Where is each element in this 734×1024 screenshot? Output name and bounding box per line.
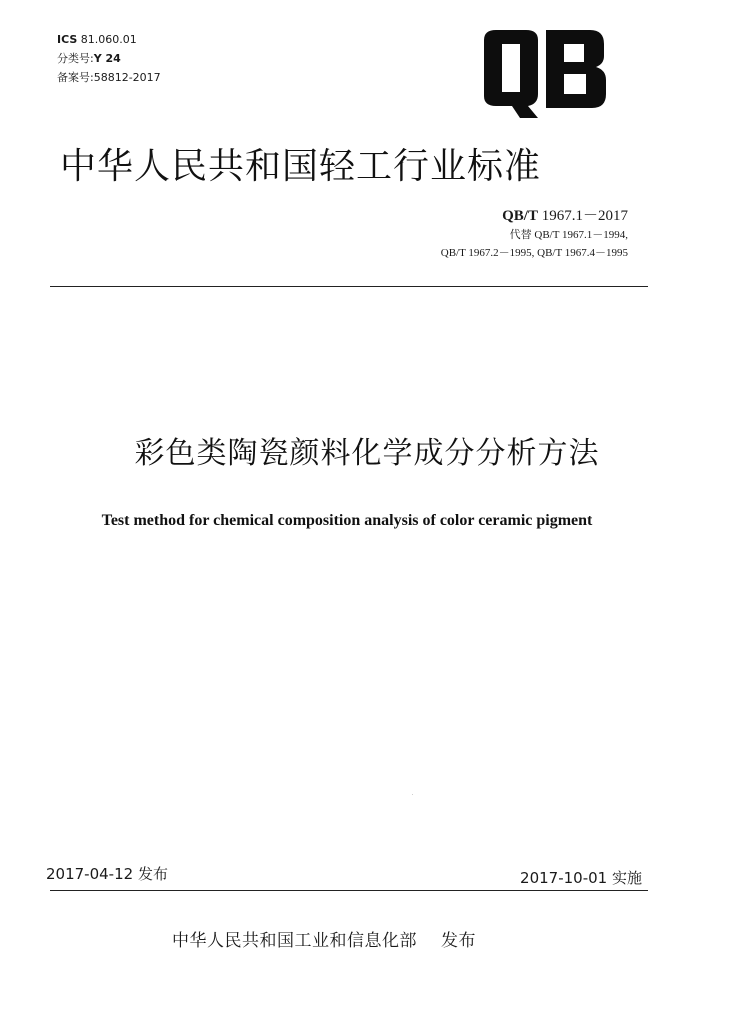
record-line: [57, 68, 161, 87]
publisher-action: 发布: [441, 931, 476, 951]
classification-value: Y 24: [93, 52, 121, 65]
standard-number: 1967.1－2017: [541, 208, 628, 224]
classification-label: 分类号:: [57, 52, 94, 65]
standard-prefix: QB/T: [502, 208, 538, 224]
header-divider: [50, 286, 648, 287]
document-title-english: Test method for chemical composition analysis of color ceramic pigment: [101, 512, 593, 529]
standard-category-title: 中华人民共和国轻工行业标准: [60, 146, 542, 187]
standard-code: [441, 206, 628, 226]
footer-divider: [50, 890, 648, 891]
qb-logo: [474, 24, 610, 120]
replaces-line-1: 代替 QB/T 1967.1－1994,: [509, 229, 628, 241]
replaces-line-2: QB/T 1967.2－1995, QB/T 1967.4－1995: [440, 247, 628, 259]
qb-logo-b-shape: [546, 30, 606, 108]
record-label: 备案号:: [57, 71, 94, 84]
ics-label: ICS: [57, 33, 78, 46]
ics-line: [57, 30, 161, 49]
implementation-date: 2017-10-01 实施: [520, 869, 642, 887]
classification-line: [57, 49, 161, 68]
qb-logo-q-shape: [484, 30, 538, 118]
publisher-line: [172, 926, 476, 951]
publisher-name: 中华人民共和国工业和信息化部: [172, 931, 417, 951]
scan-speck: [412, 794, 413, 795]
classification-block: [57, 30, 161, 87]
issue-date: 2017-04-12 发布: [46, 865, 168, 883]
document-title-chinese: 彩色类陶瓷颜料化学成分分析方法: [134, 436, 600, 471]
ics-value: 81.060.01: [80, 33, 137, 46]
standard-number-block: [441, 206, 628, 262]
record-value: 58812-2017: [93, 71, 161, 84]
qb-logo-graphic: [474, 24, 610, 120]
